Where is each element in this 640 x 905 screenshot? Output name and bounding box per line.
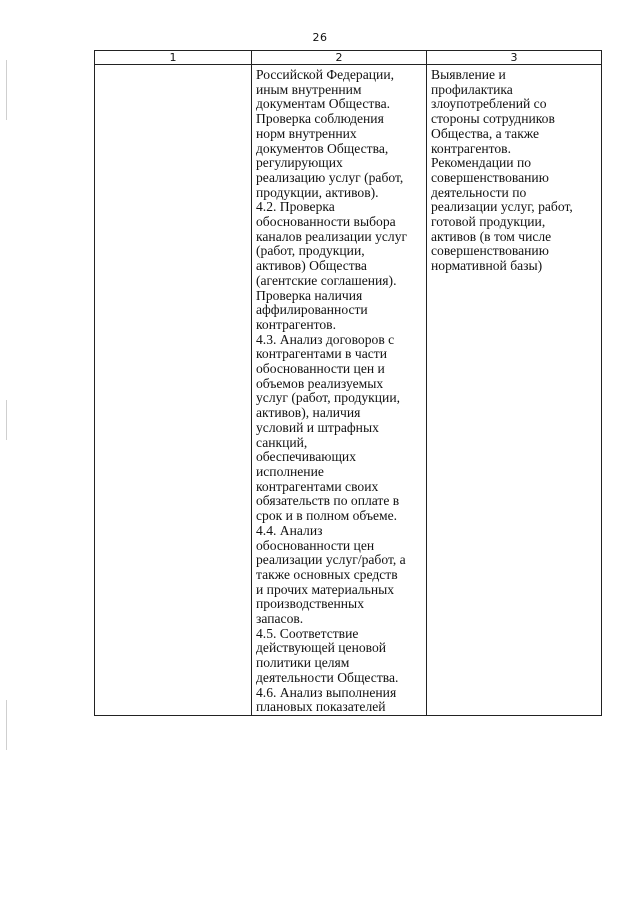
cell-text-line: контрагентов. (431, 141, 512, 156)
cell-text-line: документам Общества. (256, 97, 391, 112)
cell-text-line: условий и штрафных (256, 420, 379, 435)
scan-margin-mark (6, 400, 7, 440)
cell-text-line: каналов реализации услуг (256, 229, 408, 244)
cell-text-line: (агентские соглашения). (256, 273, 397, 288)
cell-text-line: 4.2. Проверка (256, 200, 335, 215)
cell-text-line: исполнение (256, 464, 324, 479)
cell-text-line: 4.5. Соответствие (256, 626, 359, 641)
table-row (95, 65, 602, 716)
cell-text-line: реализации услуг/работ, а (256, 553, 406, 568)
cell-text-line: обеспечивающих (256, 450, 356, 465)
cell-text-line: нормативной базы) (431, 259, 543, 274)
cell-text-line: деятельности по (431, 185, 527, 200)
table-header-row (95, 51, 602, 65)
cell-text-line: запасов. (256, 612, 304, 627)
cell-text-line: и прочих материальных (256, 582, 395, 597)
cell-text-line: контрагентов. (256, 317, 337, 332)
cell-text-line: совершенствованию (431, 244, 549, 259)
cell-text-line: 4.3. Анализ договоров с (256, 332, 395, 347)
cell-text-line: также основных средств (256, 567, 398, 582)
cell-text-line: реализацию услуг (работ, (256, 170, 404, 185)
cell-text-line: Общества, а также (431, 126, 540, 141)
document-table (94, 50, 602, 716)
cell-text-line: регулирующих (256, 156, 343, 171)
cell-text-line: активов) Общества (256, 259, 367, 274)
cell-text-line: Проверка соблюдения (256, 112, 384, 127)
cell-text-line: активов (в том числе (431, 229, 552, 244)
cell-text-line: контрагентами в части (256, 347, 387, 362)
cell-text-line: (работ, продукции, (256, 244, 365, 259)
cell-text-line: иным внутренним (256, 82, 362, 97)
cell-text-line: Проверка наличия (256, 288, 363, 303)
column-header-1: 1 (95, 51, 252, 65)
cell-text-line: Выявление и (431, 68, 506, 82)
cell-text-line: документов Общества, (256, 141, 389, 156)
cell-text-line: контрагентами своих (256, 479, 379, 494)
cell-text-line: совершенствованию (431, 170, 549, 185)
scan-margin-mark (6, 700, 7, 750)
cell-text-line: обоснованности выбора (256, 215, 396, 230)
cell-text-line: плановых показателей (256, 700, 386, 715)
column-header-2: 2 (252, 51, 427, 65)
cell-text-line: санкций, (256, 435, 308, 450)
table-cell-col3 (427, 65, 602, 716)
cell-text-line: политики целям (256, 656, 350, 671)
column-header-3: 3 (427, 51, 602, 65)
cell-text-line: обоснованности цен и (256, 362, 385, 377)
cell-text-line: активов), наличия (256, 406, 361, 421)
cell-text-line: услуг (работ, продукции, (256, 391, 401, 406)
cell-text-line: обязательств по оплате в (256, 494, 400, 509)
cell-text-line: производственных (256, 597, 364, 612)
table-cell-col2 (252, 65, 427, 716)
cell-text-line: готовой продукции, (431, 215, 546, 230)
cell-text-line: профилактика (431, 82, 513, 97)
cell-text-line: объемов реализуемых (256, 376, 384, 391)
cell-text-line: обоснованности цен (256, 538, 375, 553)
cell-text-line: Рекомендации по (431, 156, 532, 171)
page-number: 26 (312, 31, 328, 44)
cell-text-line: злоупотреблений со (431, 97, 547, 112)
scan-margin-mark (6, 60, 7, 120)
cell-text-line: реализации услуг, работ, (431, 200, 573, 215)
cell-text-line: 4.4. Анализ (256, 523, 323, 538)
cell-text-line: действующей ценовой (256, 641, 387, 656)
table-cell-col1 (95, 65, 252, 716)
cell-text-line: 4.6. Анализ выполнения (256, 685, 397, 700)
cell-text-line: стороны сотрудников (431, 112, 555, 127)
cell-text-line: аффилированности (256, 303, 368, 318)
cell-text-line: Российской Федерации, (256, 68, 394, 82)
cell-text-line: деятельности Общества. (256, 670, 399, 685)
cell-text-line: продукции, активов). (256, 185, 379, 200)
cell-text-line: срок и в полном объеме. (256, 509, 398, 524)
cell-text-line: норм внутренних (256, 126, 357, 141)
